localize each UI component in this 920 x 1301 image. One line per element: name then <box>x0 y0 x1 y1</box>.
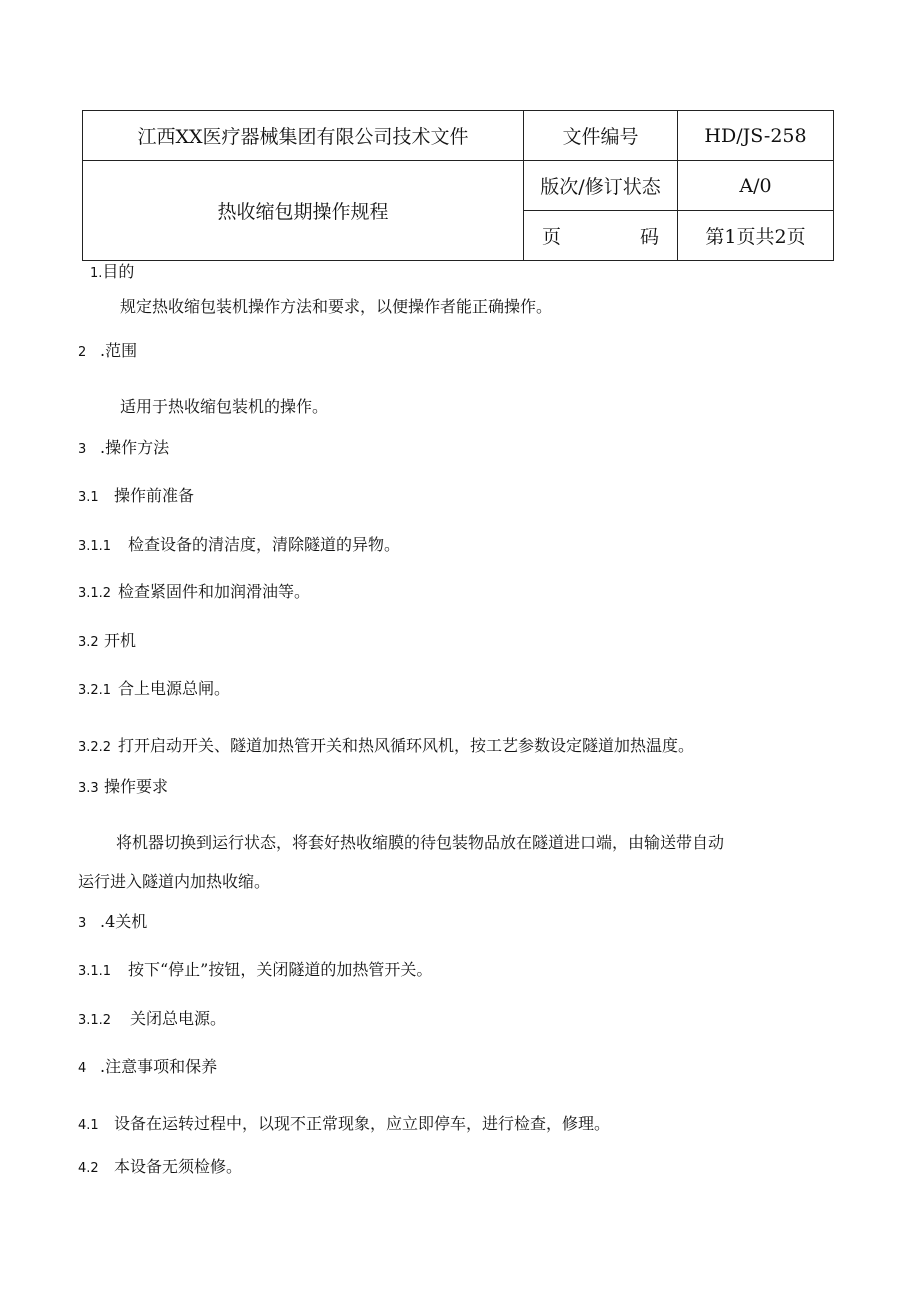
paragraph-continuation: 运行进入隧道内加热收缩。 <box>78 872 271 891</box>
revision-label: 版次/修订状态 <box>524 161 678 211</box>
subsection-heading: 3.3 操作要求 <box>78 777 169 796</box>
document-header-table <box>82 110 834 261</box>
company-name: 江西XX医疗器械集团有限公司技术文件 <box>83 111 524 161</box>
paragraph: 规定热收缩包装机操作方法和要求，以便操作者能正确操作。 <box>120 297 553 316</box>
page-code-label <box>524 211 678 261</box>
list-item: 3.2.2 打开启动开关、隧道加热管开关和热风循环风机，按工艺参数设定隧道加热温度。 <box>78 736 695 755</box>
subsection-heading: 3.1 操作前准备 <box>78 486 195 505</box>
section-heading: 4 .注意事项和保养 <box>78 1057 218 1076</box>
page-label-a: 页 <box>542 226 562 248</box>
subsection-heading: 3 .4关机 <box>78 912 148 931</box>
list-item: 3.1.2 检查紧固件和加润滑油等。 <box>78 582 311 601</box>
section-heading: 1.目的 <box>90 262 135 281</box>
list-item: 3.1.1 按下“停止”按钮，关闭隧道的加热管开关。 <box>78 960 433 979</box>
document-title: 热收缩包期操作规程 <box>83 161 524 261</box>
list-item: 3.1.2 关闭总电源。 <box>78 1009 227 1028</box>
list-item: 4.1 设备在运转过程中，以现不正常现象，应立即停车，进行检查，修理。 <box>78 1114 611 1133</box>
paragraph: 适用于热收缩包装机的操作。 <box>120 397 329 416</box>
section-heading: 3 .操作方法 <box>78 438 170 457</box>
subsection-heading: 3.2 开机 <box>78 631 137 650</box>
page-label-b: 码 <box>639 226 659 248</box>
doc-number-label: 文件编号 <box>524 111 678 161</box>
paragraph: 将机器切换到运行状态，将套好热收缩膜的待包装物品放在隧道进口端，由输送带自动 <box>116 833 725 852</box>
list-item: 3.2.1 合上电源总闸。 <box>78 679 231 698</box>
revision-value: A/0 <box>678 161 834 211</box>
list-item: 3.1.1 检查设备的清洁度，清除隧道的异物。 <box>78 535 401 554</box>
list-item: 4.2 本设备无须检修。 <box>78 1157 243 1176</box>
doc-number: HD/JS-258 <box>678 111 834 161</box>
page-value: 第1页共2页 <box>678 211 834 261</box>
section-heading: 2 .范围 <box>78 341 138 360</box>
